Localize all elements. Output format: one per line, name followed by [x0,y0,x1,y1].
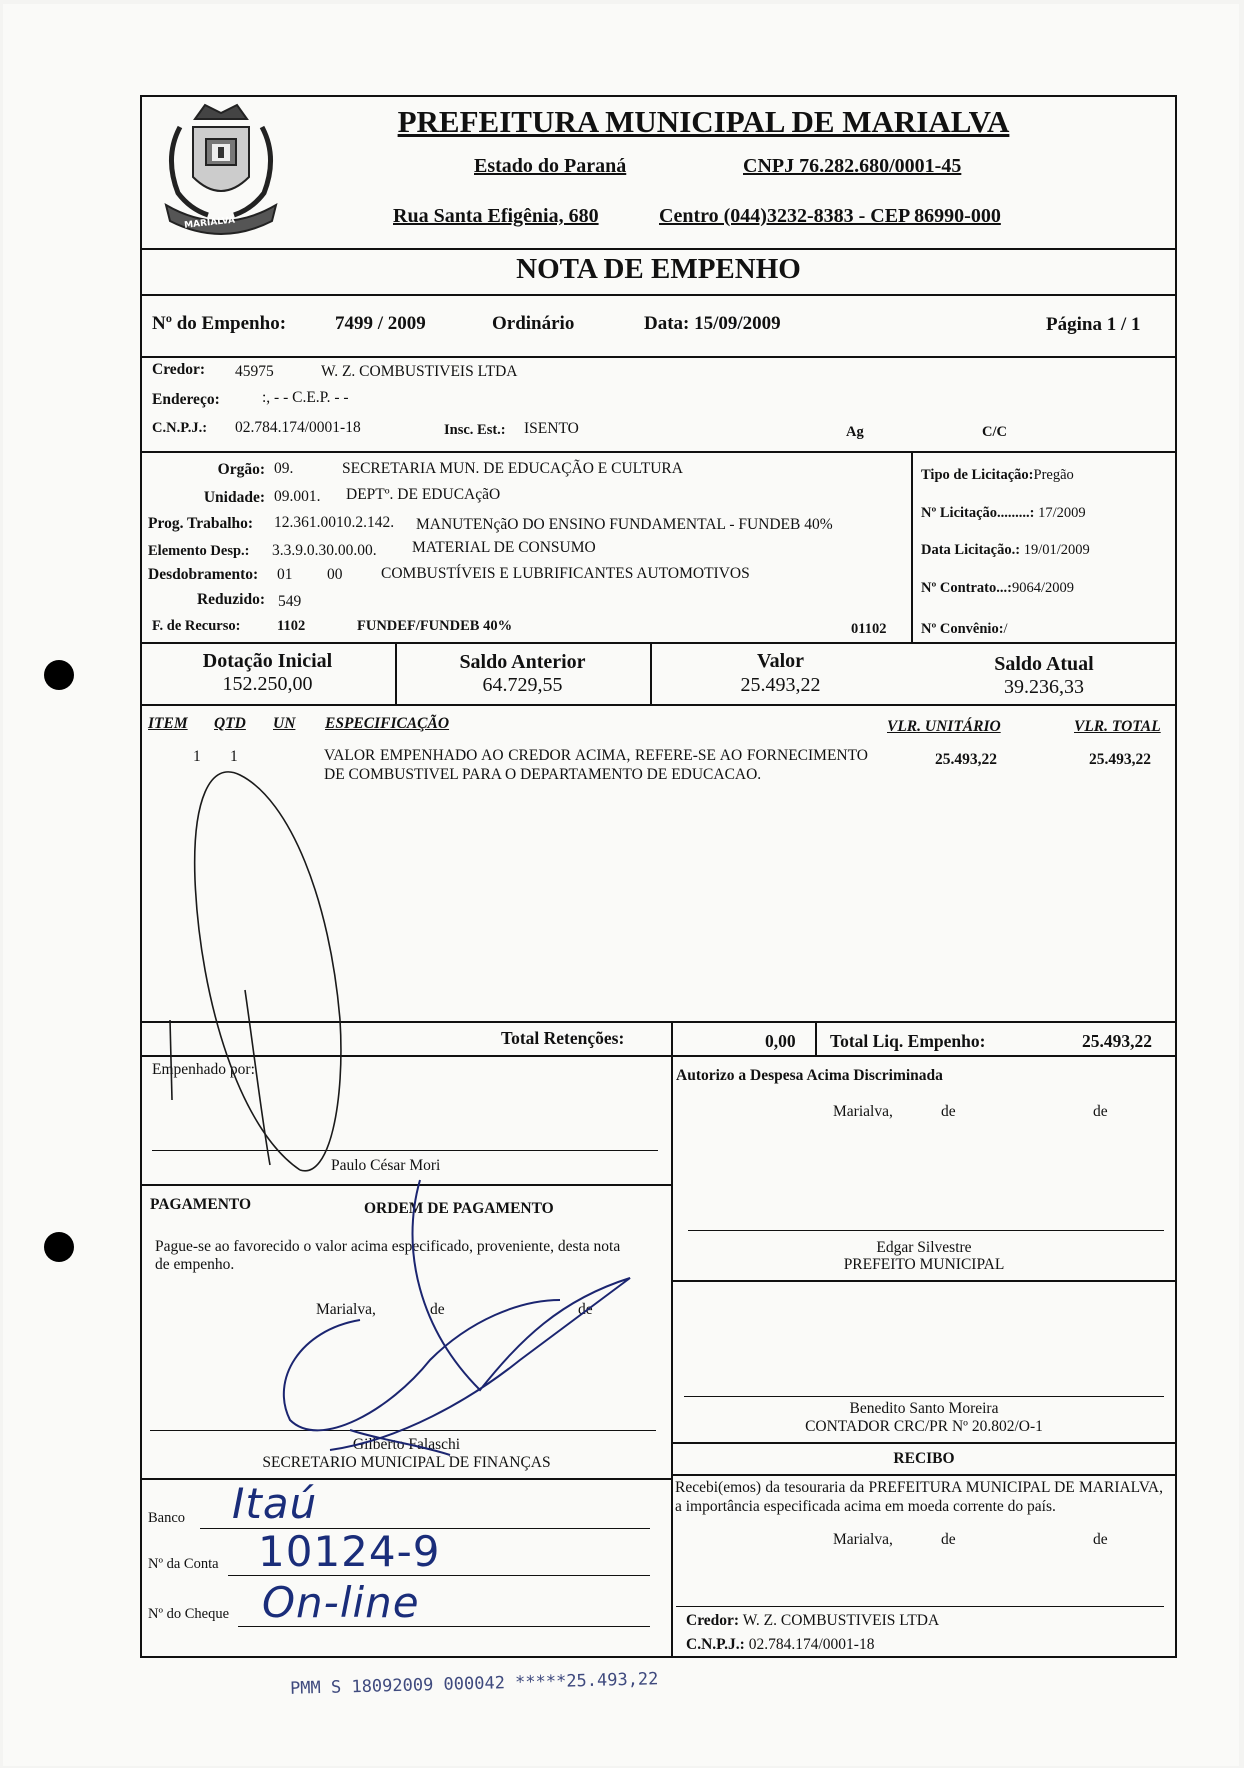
authorization-city: Marialva, [833,1103,893,1120]
recibo-title: RECIBO [893,1450,955,1467]
licitacao-date-label: Data Licitação.: [921,542,1024,558]
contador-title: CONTADOR CRC/PR Nº 20.802/O-1 [805,1418,1043,1435]
bank-handwritten: Itaú [232,1479,318,1528]
valor-label: Valor [756,650,805,672]
col-header-item: ITEM [148,715,188,732]
receipt-de-1: de [941,1531,956,1548]
state-label: Estado do Paraná [474,155,627,177]
total-liquido-label: Total Liq. Empenho: [830,1031,986,1051]
total-retencoes-label: Total Retenções: [501,1028,625,1048]
item-number: 1 [193,748,201,765]
col-header-total: VLR. TOTAL [1074,718,1161,735]
insc-est-value: ISENTO [524,420,579,437]
insc-est-label: Insc. Est.: [444,422,506,438]
cnpj-credor-value: 02.784.174/0001-18 [235,419,361,436]
col-header-un: UN [273,715,296,732]
document-title: NOTA DE EMPENHO [516,253,801,285]
prefeito-name: Edgar Silvestre [876,1239,972,1256]
cnpj-credor-label: C.N.P.J.: [152,420,208,436]
col-header-unit-price: VLR. UNITÁRIO [887,718,1001,735]
payment-city: Marialva, [316,1301,376,1318]
empenho-number-label: Nº do Empenho: [152,313,287,334]
item-total: 25.493,22 [1089,751,1151,768]
secretario-title: SECRETARIO MUNICIPAL DE FINANÇAS [262,1454,551,1471]
item-description: VALOR EMPENHADO AO CREDOR ACIMA, REFERE-SE AO FORNECIMENTO DE COMBUSTIVEL PARA O DEPARTAMENTO DE EDUCACAO. [324,747,868,783]
receipt-cnpj-value: 02.784.174/0001-18 [748,1636,875,1653]
receipt-city: Marialva, [833,1531,893,1548]
col-header-qtd: QTD [214,715,246,732]
unidade-name: DEPTº. DE EDUCAçãO [346,486,501,503]
address-label: Endereço: [152,391,220,408]
contrato-value: 9064/2009 [1011,580,1074,596]
receipt-cnpj-label: C.N.P.J.: [686,1636,745,1653]
licitacao-type-value: Pregão [1033,467,1074,483]
credor-label: Credor: [152,361,206,378]
cnpj-label: CNPJ 76.282.680/0001-45 [743,155,962,177]
secretario-name: Gilberto Falaschi [352,1436,461,1453]
account-number-handwritten: 10124-9 [258,1527,441,1576]
recurso-name: FUNDEF/FUNDEB 40% [357,618,513,634]
receipt-text: Recebi(emos) da tesouraria da PREFEITURA MUNICIPAL DE MARIALVA, a importância especificada acima em moeda corrente do país. [675,1479,1163,1515]
total-retencoes-value: 0,00 [765,1031,796,1051]
elemento-code: 3.3.9.0.30.00.00. [272,542,377,559]
prog-trabalho-label: Prog. Trabalho: [148,515,254,532]
col-header-especificacao: ESPECIFICAÇÃO [325,715,450,732]
dotacao-inicial-value: 152.250,00 [222,673,313,695]
licitacao-type-label: Tipo de Licitação: [921,467,1034,483]
agency-label: Ag [846,424,864,440]
district-phone-cep: Centro (044)3232-8383 - CEP 86990-000 [659,205,1001,227]
contador-name: Benedito Santo Moreira [849,1400,999,1417]
convenio-value: / [1003,621,1008,637]
desdobramento-label: Desdobramento: [148,566,259,583]
recurso-code: 1102 [277,618,306,634]
receipt-credor-label: Credor: [686,1612,740,1629]
saldo-anterior-label: Saldo Anterior [459,651,586,673]
licitacao-number-label: Nº Licitação.........: [921,505,1039,521]
reduzido-label: Reduzido: [196,591,265,608]
orgao-code: 09. [274,460,294,477]
empenhado-por-label: Empenhado por: [152,1061,255,1078]
unidade-code: 09.001. [274,488,321,505]
prog-trabalho-name: MANUTENçãO DO ENSINO FUNDAMENTAL - FUNDEB 40% [416,516,833,533]
saldo-anterior-value: 64.729,55 [482,674,563,696]
payment-de-2: de [578,1301,593,1318]
authorization-label: Autorizo a Despesa Acima Discriminada [676,1067,943,1084]
elemento-name: MATERIAL DE CONSUMO [412,539,596,556]
pagamento-label: PAGAMENTO [150,1196,252,1213]
recurso-label: F. de Recurso: [152,618,241,634]
desdobramento-name: COMBUSTÍVEIS E LUBRIFICANTES AUTOMOTIVOS [381,565,750,582]
account-label: C/C [982,424,1007,440]
empenhado-por-name: Paulo César Mori [331,1157,441,1174]
cheque-handwritten: On-line [262,1578,420,1627]
unidade-label: Unidade: [203,489,265,506]
licitacao-number-value: 17/2009 [1038,505,1086,521]
item-unit-price: 25.493,22 [935,751,997,768]
empenho-number: 7499 / 2009 [335,313,426,334]
credor-code: 45975 [235,363,274,380]
address-value: :, - - C.E.P. - - [262,389,349,406]
ordem-pagamento-label: ORDEM DE PAGAMENTO [364,1200,554,1217]
prefeito-title: PREFEITO MUNICIPAL [843,1256,1005,1273]
municipality-title: PREFEITURA MUNICIPAL DE MARIALVA [397,104,1010,139]
item-qty: 1 [230,748,238,765]
account-number-label: Nº da Conta [148,1556,219,1572]
prog-trabalho-code: 12.361.0010.2.142. [274,514,395,531]
orgao-label: Orgão: [217,461,265,478]
dotacao-inicial-label: Dotação Inicial [202,650,333,672]
licitacao-date-value: 19/01/2009 [1023,542,1090,558]
elemento-label: Elemento Desp.: [148,543,250,559]
valor-value: 25.493,22 [740,674,821,696]
street-address: Rua Santa Efigênia, 680 [393,205,599,227]
orgao-name: SECRETARIA MUN. DE EDUCAÇÃO E CULTURA [342,460,683,477]
saldo-atual-value: 39.236,33 [1004,676,1084,698]
reduzido-value: 549 [278,593,302,610]
recurso-suffix: 01102 [851,621,887,637]
logo-banner-text: MARIALVA [183,215,236,231]
desdobramento-code-a: 01 [277,566,293,583]
page-indicator: Página 1 / 1 [1046,314,1141,335]
credor-name: W. Z. COMBUSTIVEIS LTDA [321,363,518,380]
empenho-date: Data: 15/09/2009 [644,313,781,334]
cheque-label: Nº do Cheque [148,1606,230,1622]
machine-stamp: PMM S 18092009 000042 *****25.493,22 [289,1669,659,1699]
convenio-label: Nº Convênio: [921,621,1004,637]
payment-instruction: Pague-se ao favorecido o valor acima especificado, proveniente, desta nota de empenho. [155,1238,621,1273]
empenho-type: Ordinário [492,313,575,334]
contrato-label: Nº Contrato...: [921,580,1012,596]
saldo-atual-label: Saldo Atual [994,653,1094,675]
receipt-de-2: de [1093,1531,1108,1548]
authorization-de-2: de [1093,1103,1108,1120]
desdobramento-code-b: 00 [327,566,343,583]
bank-label: Banco [148,1510,186,1526]
total-liquido-value: 25.493,22 [1082,1031,1152,1051]
receipt-credor-value: W. Z. COMBUSTIVEIS LTDA [742,1612,940,1629]
authorization-de-1: de [941,1103,956,1120]
payment-de-1: de [430,1301,445,1318]
